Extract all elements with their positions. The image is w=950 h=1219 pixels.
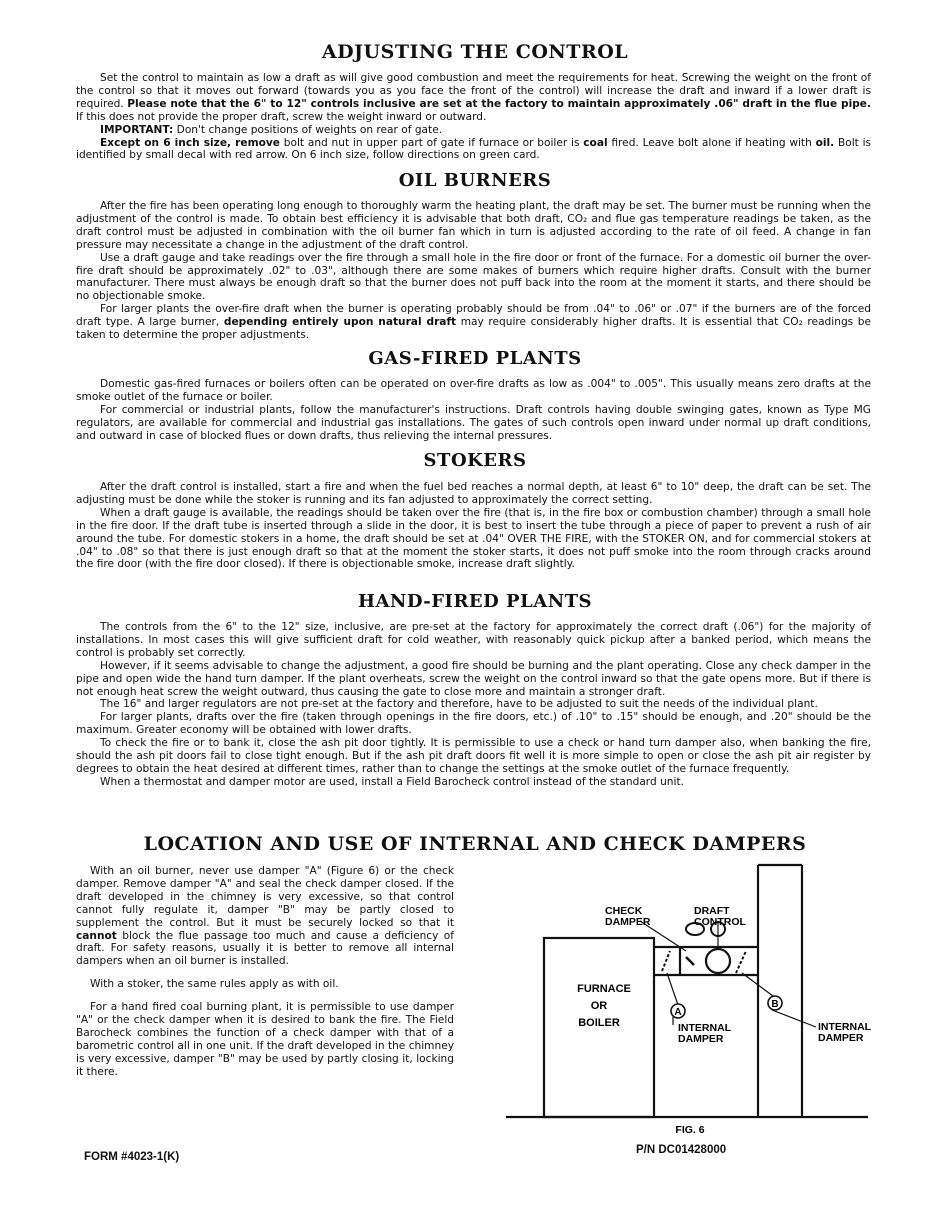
internal-damper-b-label-2: DAMPER (818, 1032, 864, 1044)
location-p1c: block the flue passage too much and cause a deficiency of draft. For safety reasons, usually it is better to remove all internal dampers when an oil burner is installed. (76, 929, 454, 968)
section-location (76, 865, 454, 1089)
section-adjusting (76, 72, 871, 162)
hand-p2: However, if it seems advisable to change the adjustment, a good fire should be burning and the plant operating. Close any check damper in the pipe and open wide the hand turn damper. If the plant overheats, screw the weight on the control inward so that the gate opens more. But if there is not enough heat screw the weight outward, thus causing the gate to close more and maintain a stronger draft. (76, 659, 871, 698)
adjusting-p2b: Don't change positions of weights on rear of gate. (173, 123, 443, 136)
location-p1b: cannot (76, 929, 117, 942)
oil-p3b: depending entirely upon natural draft (223, 316, 457, 329)
stokers-p2: When a draft gauge is available, the readings should be taken over the fire (that is, in the fire box or combustion chamber) through a small hole in the fire door. If the draft tube is inserted through a slide in the door, it is best to insert the tube through a piece of paper to prevent a rush of air around the tube. For domestic stokers in a home, the draft should be set at .04" OVER THE FIRE, with the STOKER ON, and for commercial stokers at .04" to .08" so that there is just enough draft so that at the moment the stoker starts, it does not puff smoke into the room through cracks around the fire door (with the fire door closed). If there is objectionable smoke, increase draft slightly. (76, 506, 871, 571)
figure-6-diagram (490, 855, 890, 1140)
oil-p3c: may require considerably higher drafts. It is essential that CO₂ readings be taken to determine the proper adjustments. (76, 316, 872, 342)
title-oil-burners: OIL BURNERS (398, 170, 552, 191)
location-p2: With a stoker, the same rules apply as with oil. (90, 978, 339, 991)
location-p1a: With an oil burner, never use damper "A" (Figure 6) or the check damper. Remove damper "A" and seal the check damper closed. If the draft developed in the chimney is very excessive, so that control cannot fully regulate it, damper "B" may be partly closed to supplement the control. But it must be securely locked so that it (76, 865, 454, 929)
adjusting-p3b: bolt and nut in upper part of gate if furnace or boiler is (279, 136, 584, 149)
title-location-and-use: LOCATION AND USE OF INTERNAL AND CHECK DAMPERS (143, 833, 807, 855)
hand-p5: To check the fire or to bank it, close the ash pit door tightly. It is permissible to use a check or hand turn damper also, when banking the fire, should the ash pit doors fail to close tight enough. But if the ash pit draft doors fit well it is more simple to open or close the ash pit air register by degrees to obtain the heat desired at different times, rather than to change the settings at the smoke outlet of the furnace frequently. (76, 737, 871, 775)
furnace-label-3: BOILER (578, 1017, 620, 1029)
adjusting-p1a: Set the control to maintain as low a draft as will give good combustion and meet the requirements for heat. Screwing the weight on the front of the control so that it moves out forward (towards you as you face the front of the control) will increase the draft and inward if a lower draft is required. (76, 72, 871, 110)
gas-p1: Domestic gas-fired furnaces or boilers often can be operated on over-fire drafts as low as .004" to .005". This usually means zero drafts at the smoke outlet of the furnace or boiler. (76, 378, 871, 403)
check-damper-label-1: CHECK (605, 905, 643, 917)
hand-p3: The 16" and larger regulators are not pre-set at the factory and therefore, have to be adjusted to suit the needs of the individual plant. (100, 698, 818, 711)
location-p3: For a hand fired coal burning plant, it is permissible to use damper "A" or the check damper when it is desired to bank the fire. The Field Barocheck combines the function of a check damper with that of a barometric control all in one unit. If the draft developed in the chimney is very excessive, damper "B" may be used by partly closing it, locking it there. (76, 1001, 454, 1078)
adjusting-p3c: coal (583, 136, 608, 149)
section-gas-fired (76, 378, 871, 443)
oil-p3a: For larger plants the over-fire draft when the burner is operating probably should be from .04" to .06" or .07" if the burners are of the forced draft type. A large burner, (76, 303, 871, 329)
figure-caption: FIG. 6 (675, 1124, 705, 1136)
section-oil-burners (76, 200, 871, 342)
internal-damper-a-label-1: INTERNAL (678, 1022, 732, 1034)
adjusting-p1c: If this does not provide the proper draft, screw the weight inward or outward. (76, 110, 487, 123)
part-number: P/N DC01428000 (636, 1144, 727, 1156)
furnace-label-1: FURNACE (577, 983, 631, 995)
internal-damper-b-label-1: INTERNAL (818, 1021, 872, 1033)
check-damper-label-2: DAMPER (605, 916, 651, 928)
draft-control-label-2: CONTROL (694, 916, 746, 928)
furnace-label-2: OR (590, 1000, 608, 1012)
gas-p2: For commercial or industrial plants, follow the manufacturer's instructions. Draft controls having double swinging gates, known as Type MG regulators, are available for commercial and industrial gas installations. The gates of such controls open inward under normal up draft conditions, and outward in case of blocked flues or down drafts, thus relieving the internal pressures. (76, 403, 871, 442)
adjusting-p1b: Please note that the 6" to 12" controls inclusive are set at the factory to maintain approximately .06" draft in the flue pipe. (127, 97, 871, 110)
section-stokers (76, 481, 871, 571)
internal-damper-a-label-2: DAMPER (678, 1033, 724, 1045)
title-hand-fired-plants: HAND-FIRED PLANTS (357, 591, 593, 612)
label-a: A (674, 1007, 682, 1018)
title-adjusting-the-control: ADJUSTING THE CONTROL (321, 41, 629, 63)
hand-p4: For larger plants, drafts over the fire (taken through openings in the fire doors, etc.) of .10" to .15" should be enough, and .20" should be the maximum. Greater economy will be obtained with lower drafts. (76, 711, 871, 737)
form-number: FORM #4023-1(K) (84, 1151, 180, 1163)
section-hand-fired (76, 621, 871, 789)
hand-p1: The controls from the 6" to the 12" size, inclusive, are pre-set at the factory for approximately the correct draft (.06") for the majority of installations. In most cases this will give sufficient draft for cold weather, with reasonably quick pickup after a banked period, which means the control is probably set correctly. (76, 621, 871, 659)
draft-control-label-1: DRAFT (694, 905, 730, 917)
stokers-p1: After the draft control is installed, start a fire and when the fuel bed reaches a normal depth, at least 6" to 10" deep, the draft can be set. The adjusting must be done while the stoker is running and its fan adjusted to approximately the correct setting. (76, 481, 871, 506)
adjusting-important-label: IMPORTANT: (100, 123, 174, 136)
adjusting-p3a: Except on 6 inch size, remove (100, 136, 280, 149)
hand-p6: When a thermostat and damper motor are used, install a Field Barocheck control instead of the standard unit. (100, 775, 684, 788)
oil-p2: Use a draft gauge and take readings over the fire through a small hole in the fire door or front of the furnace. For a domestic oil burner the over-fire draft should be approximately .02" to .03", although there are some makes of burners which require higher drafts. Consult with the burner manufacturer. There must always be enough draft so that the burner does not puff back into the room at the moment it starts, and there should be no objectionable smoke. (76, 251, 871, 303)
title-gas-fired-plants: GAS-FIRED PLANTS (368, 348, 582, 369)
adjusting-p3e: oil. (815, 136, 835, 149)
adjusting-p3d: fired. Leave bolt alone if heating with (607, 136, 816, 149)
adjusting-p3f: Bolt is identified by small decal with red arrow. On 6 inch size, follow directions on green card. (76, 136, 872, 162)
title-stokers: STOKERS (423, 450, 527, 471)
label-b: B (771, 999, 779, 1010)
oil-p1: After the fire has been operating long enough to thoroughly warm the heating plant, the draft may be set. The burner must be running when the adjustment of the control is made. To obtain best efficiency it is advisable that both draft, CO₂ and flue gas temperature readings be taken, as the draft control must be adjusted in combination with the oil burner fan which in turn is adjusted according to the rate of oil feed. A change in fan pressure may necessitate a change in the adjustment of the draft control. (76, 200, 871, 251)
